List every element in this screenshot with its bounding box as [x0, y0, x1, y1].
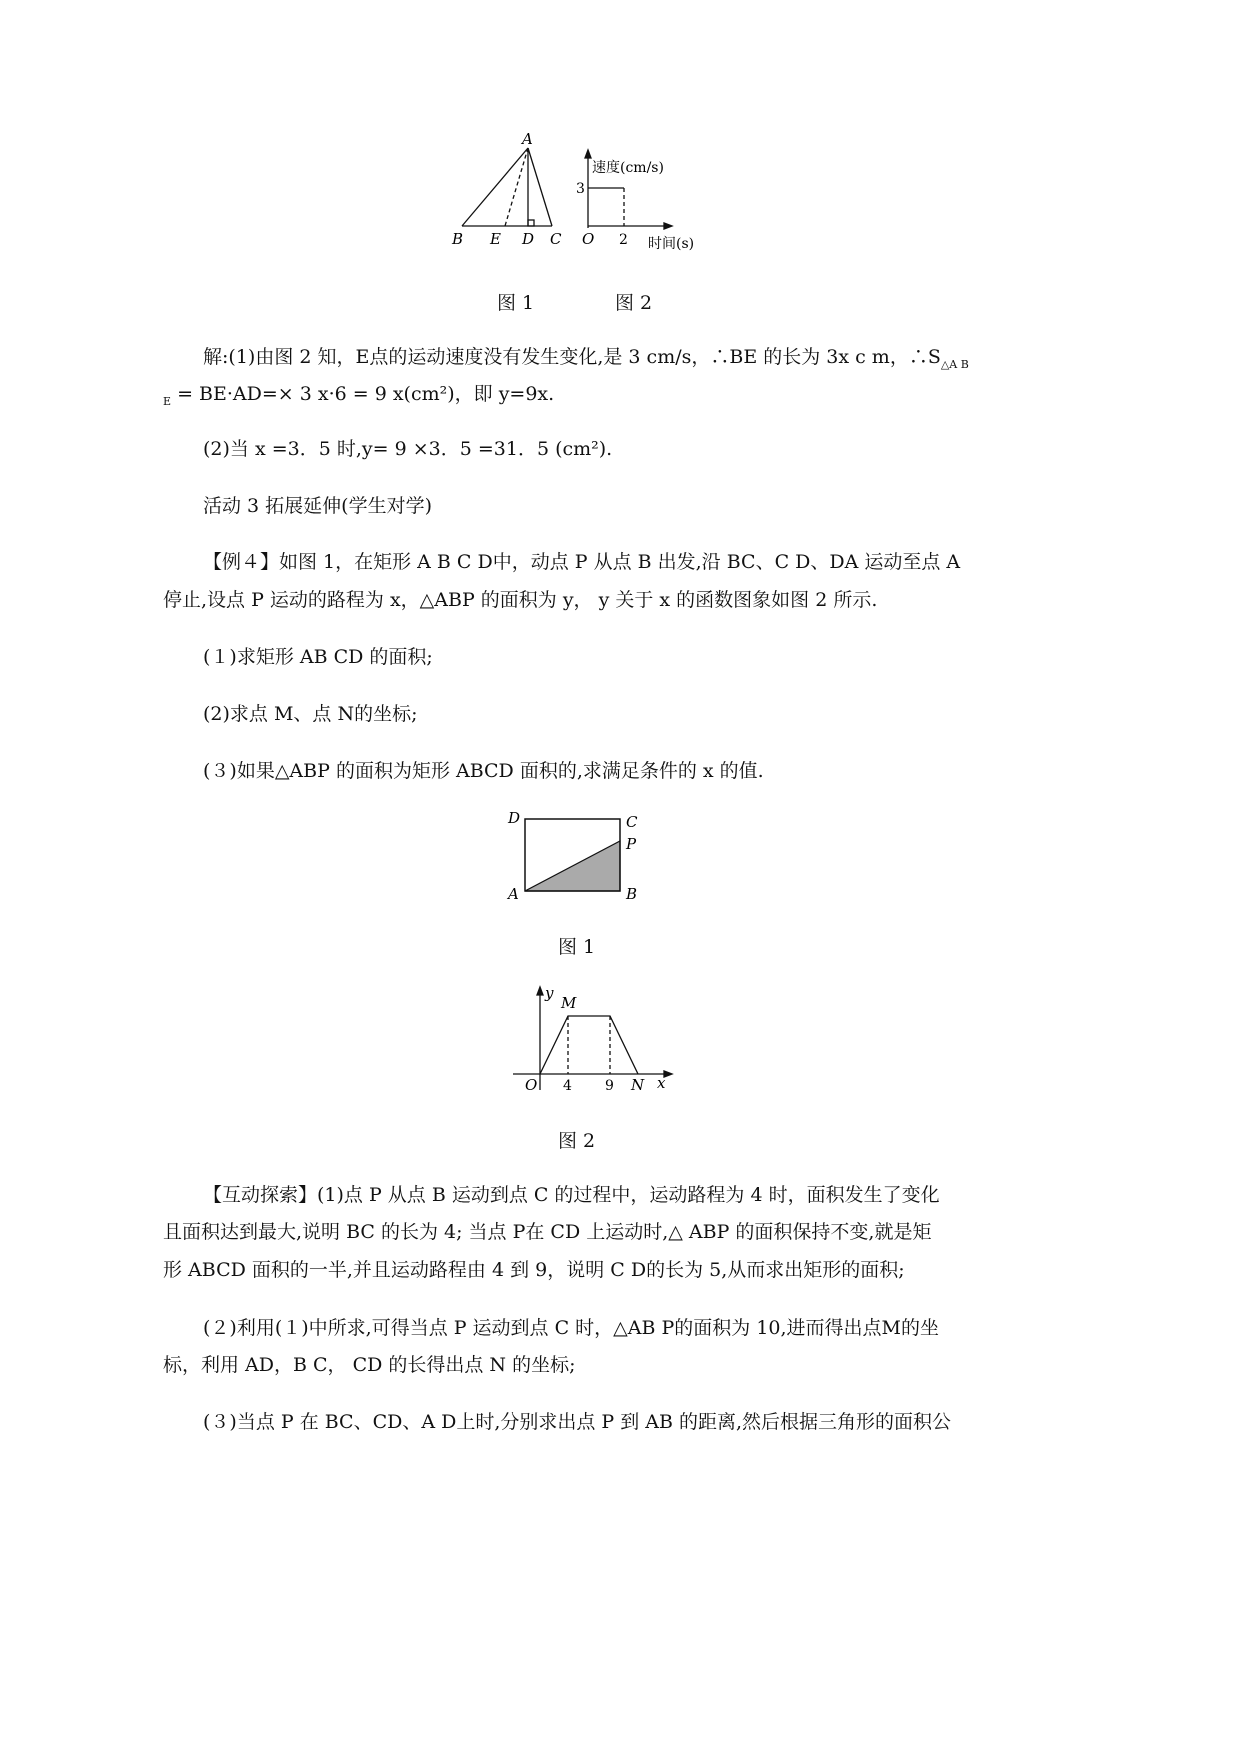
explore-line6: (３)当点 P 在 BC、CD、A D上时,分别求出点 P 到 AB 的距离,然后根据三角形的面积公	[203, 1411, 952, 1433]
example-q2: (2)求点 M、点 N的坐标;	[203, 703, 418, 725]
label-E: E	[490, 230, 501, 248]
label-A: A	[522, 130, 533, 148]
speed-x-tick: 2	[619, 232, 628, 248]
label-D: D	[522, 230, 535, 248]
label-C: C	[550, 230, 562, 248]
solution-line2: $_E$ = BE·AD=× 3 x·6 = 9 x(cm²)，即 y=9x.	[163, 383, 555, 408]
solution-line3: (2)当 x =3．5 时,y= 9 ×3．5 =31．5 (cm²).	[203, 438, 613, 460]
shaded-triangle	[525, 841, 620, 891]
label-B: B	[452, 230, 464, 248]
rectangle-figure	[500, 805, 660, 910]
graph-origin: O	[525, 1076, 538, 1094]
rect-label-P: P	[626, 835, 637, 853]
solution-sub2: E	[163, 394, 172, 408]
speed-y-label: 速度(cm/s)	[592, 160, 664, 176]
solution-sub1: △A B	[940, 357, 969, 371]
graph-label-N: N	[631, 1076, 645, 1094]
graph-peak-label: M	[561, 994, 577, 1012]
activity-title: 活动 3 拓展延伸(学生对学)	[203, 495, 432, 517]
rect-label-D: D	[508, 809, 521, 827]
caption-rect-fig: 图 1	[558, 936, 596, 958]
caption-fig2-top: 图 2	[615, 292, 653, 314]
function-graph	[505, 978, 685, 1100]
caption-graph-fig: 图 2	[558, 1130, 596, 1152]
explore-line3: 形 ABCD 面积的一半,并且运动路程由 4 到 9，说明 C D的长为 5,从而求出矩形的面积;	[163, 1259, 905, 1281]
explore-line5: 标，利用 AD，B C， CD 的长得出点 N 的坐标;	[163, 1354, 576, 1376]
example-q1: (１)求矩形 AB CD 的面积;	[203, 646, 433, 668]
example-line2: 停止,设点 P 运动的路程为 x，△ABP 的面积为 y， y 关于 x 的函数图象如图 2 所示.	[163, 589, 878, 611]
solution-line1: 解:(1)由图 2 知，E点的运动速度没有发生变化,是 3 cm/s，∴BE 的长为 3x c m，$\therefore S_{\triangle A B}$	[203, 346, 969, 371]
explore-line4: (２)利用(１)中所求,可得当点 P 运动到点 C 时，△AB P的面积为 10,进而得出点M的坐	[203, 1317, 940, 1339]
speed-origin: O	[582, 230, 595, 248]
caption-fig1-top: 图 1	[497, 292, 535, 314]
speed-x-label: 时间(s)	[648, 236, 695, 252]
graph-tick-9: 9	[605, 1078, 614, 1094]
triangle-figure	[462, 148, 552, 226]
rect-label-B: B	[626, 885, 638, 903]
explore-line2: 且面积达到最大,说明 BC 的长为 4; 当点 P在 CD 上运动时,△ ABP 的面积保持不变,就是矩	[163, 1221, 932, 1243]
example-line1: 【例４】如图 1，在矩形 A B C D中，动点 P 从点 B 出发,沿 BC、C D、DA 运动至点 A	[203, 551, 961, 573]
graph-y-label: y	[545, 984, 554, 1002]
graph-x-label: x	[657, 1074, 666, 1092]
explore-line1: 【互动探索】(1)点 P 从点 B 运动到点 C 的过程中，运动路程为 4 时，面积发生了变化	[203, 1184, 940, 1206]
graph-tick-4: 4	[563, 1078, 572, 1094]
graph-polyline	[540, 1016, 638, 1074]
top-figures	[440, 128, 770, 268]
example-q3: (３)如果△ABP 的面积为矩形 ABCD 面积的,求满足条件的 x 的值.	[203, 760, 764, 782]
speed-y-tick: 3	[576, 181, 585, 197]
rect-label-A: A	[508, 885, 519, 903]
rect-label-C: C	[626, 813, 638, 831]
